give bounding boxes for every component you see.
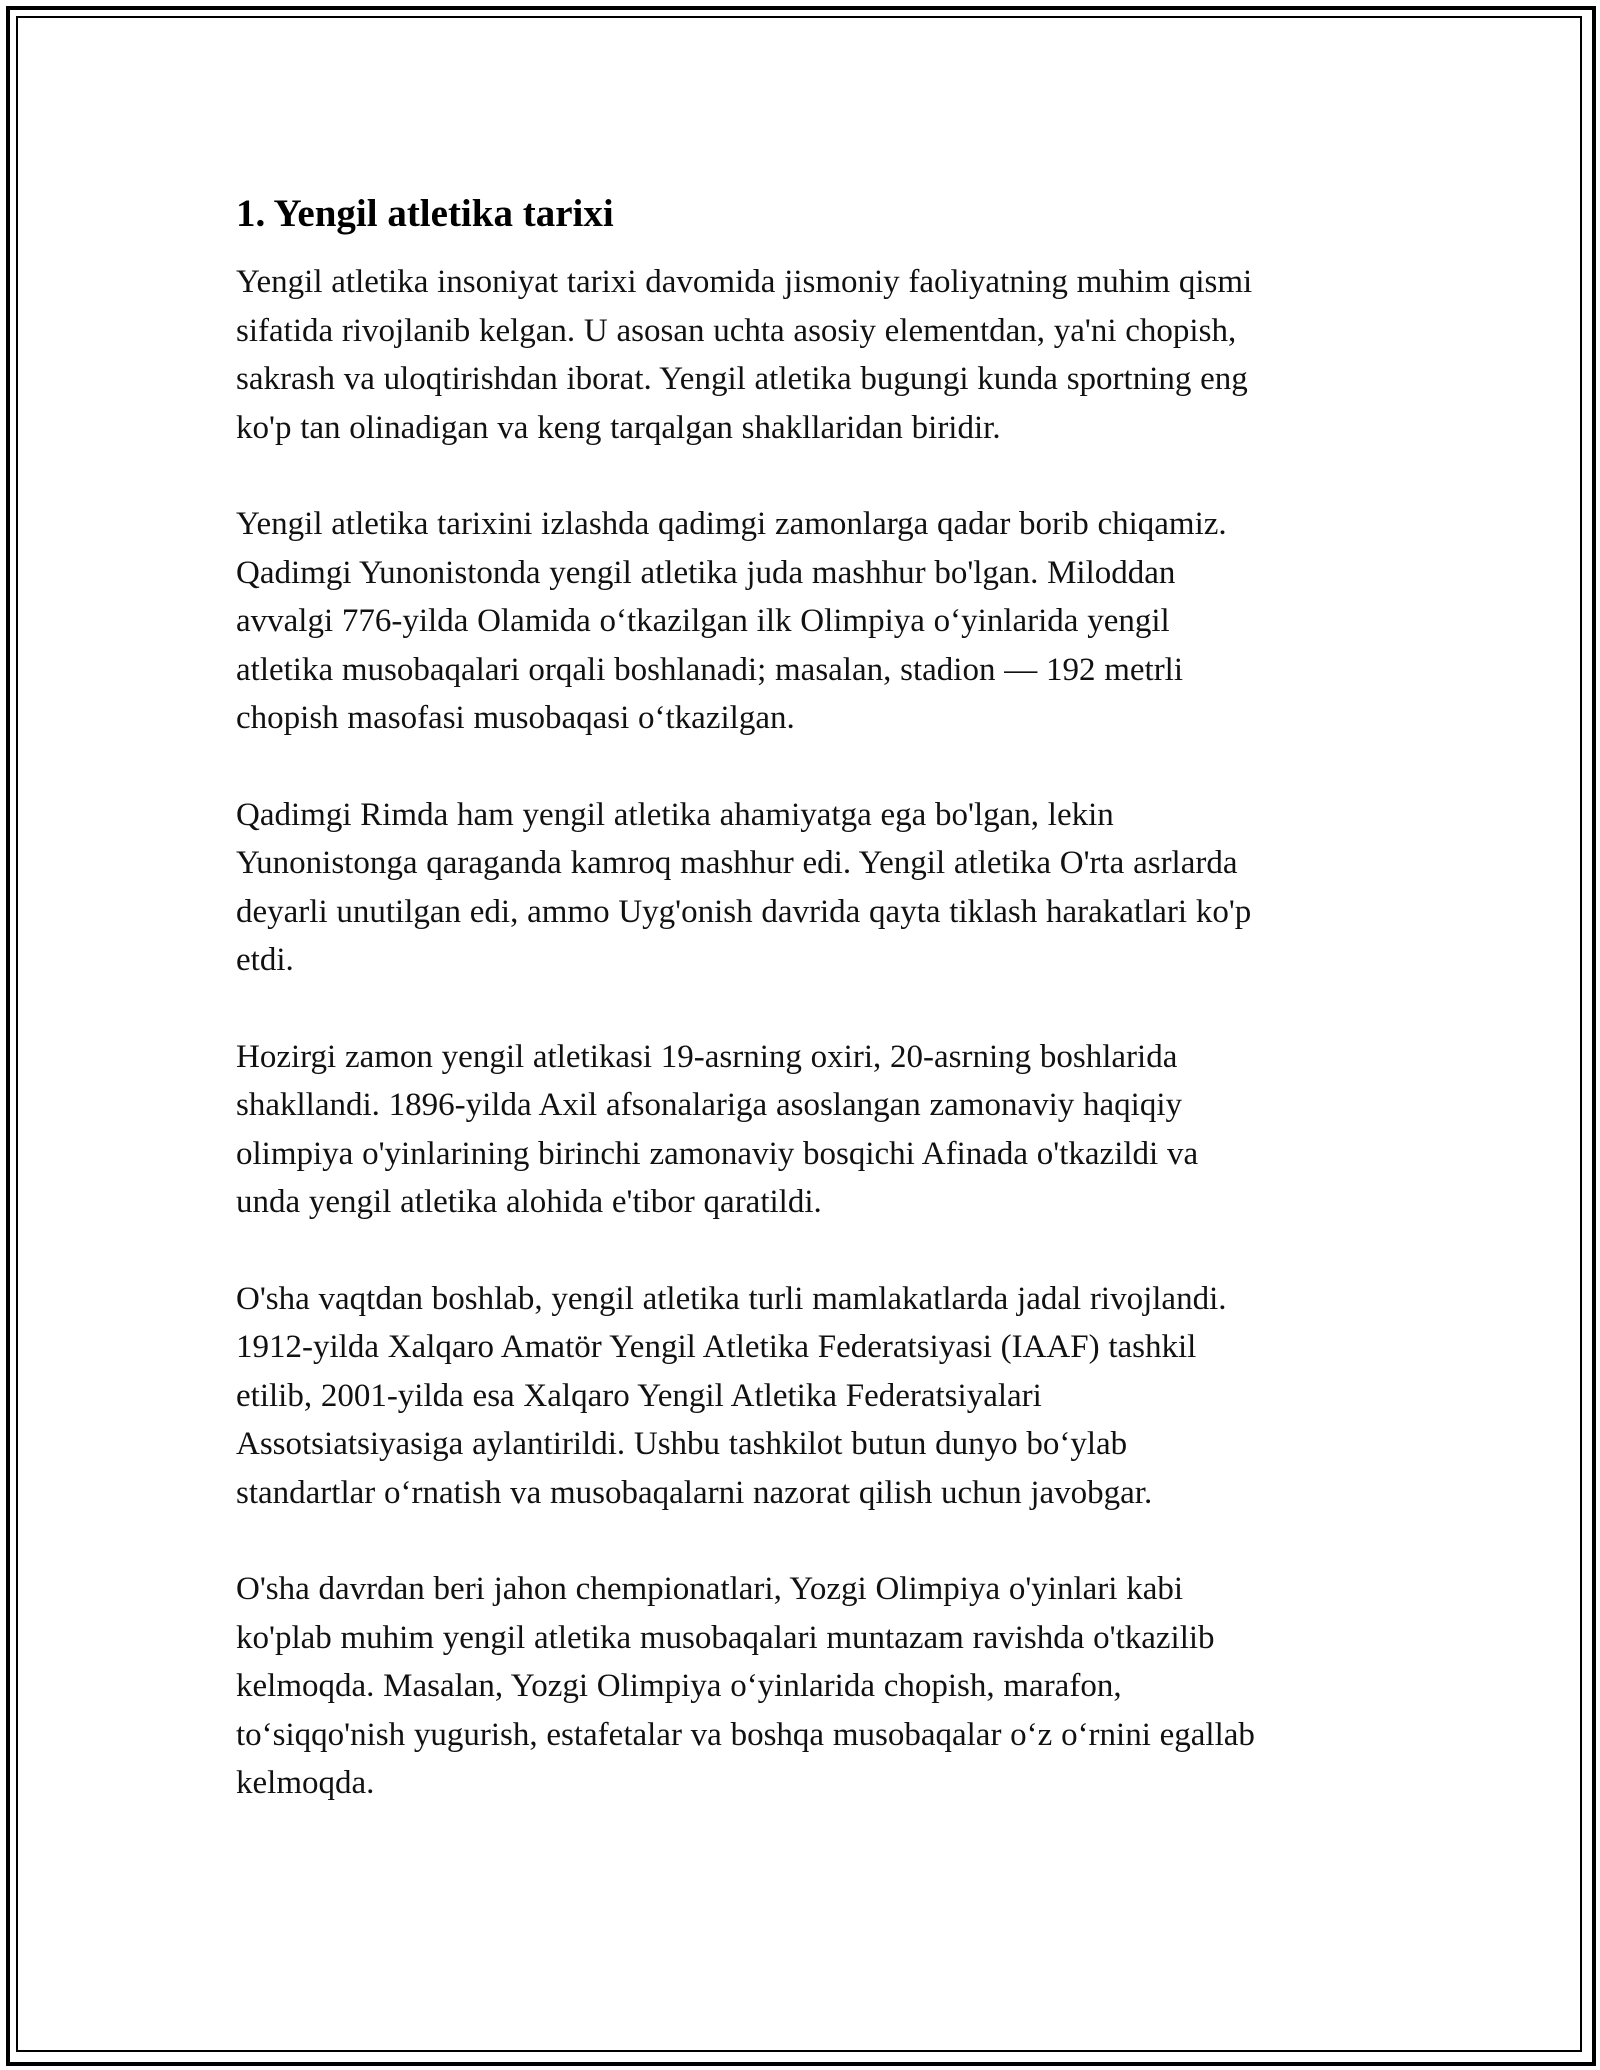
text-line: O'sha davrdan beri jahon chempionatlari, Yozgi Olimpiya o'yinlari kabi: [236, 1571, 1184, 1607]
text-line: Qadimgi Rimda ham yengil atletika ahamiyatga ega bo'lgan, lekin: [236, 796, 1114, 833]
text-line: sifatida rivojlanib kelgan. U asosan uchta asosiy elementdan, ya'ni chopish,: [236, 312, 1237, 349]
text-line: etilib, 2001-yilda esa Xalqaro Yengil Atletika Federatsiyalari: [236, 1377, 1042, 1414]
text-line: shakllandi. 1896-yilda Axil afsonalariga asoslangan zamonaviy haqiqiy: [236, 1087, 1183, 1123]
text-line: Qadimgi Yunonistonda yengil atletika juda mashhur bo'lgan. Miloddan: [236, 554, 1176, 591]
text-line: sakrash va uloqtirishdan iborat. Yengil atletika bugungi kunda sportning eng: [236, 361, 1248, 397]
paragraph-4: [236, 1033, 1386, 1227]
paragraph-5: [236, 1275, 1386, 1518]
text-line: Yengil atletika tarixini izlashda qadimgi zamonlarga qadar borib chiqamiz.: [236, 506, 1227, 542]
paragraph-6: [236, 1565, 1386, 1808]
text-line: atletika musobaqalari orqali boshlanadi; masalan, stadion — 192 metrli: [236, 651, 1184, 688]
text-line: kelmoqda.: [236, 1765, 375, 1801]
text-line: O'sha vaqtdan boshlab, yengil atletika turli mamlakatlarda jadal rivojlandi.: [236, 1280, 1227, 1317]
text-line: ko'plab muhim yengil atletika musobaqalari muntazam ravishda o'tkazilib: [236, 1619, 1215, 1656]
document-body: [236, 188, 1386, 1856]
text-line: avvalgi 776-yilda Olamida o‘tkazilgan ilk Olimpiya o‘yinlarida yengil: [236, 603, 1170, 639]
paragraph-1: [236, 258, 1386, 452]
text-line: Assotsiatsiyasiga aylantirildi. Ushbu tashkilot butun dunyo bo‘ylab: [236, 1426, 1128, 1462]
text-line: deyarli unutilgan edi, ammo Uyg'onish davrida qayta tiklash harakatlari ko'p: [236, 893, 1252, 930]
paragraph-2: [236, 500, 1386, 743]
text-line: etdi.: [236, 942, 294, 978]
text-line: to‘siqqo'nish yugurish, estafetalar va boshqa musobaqalar o‘z o‘rnini egallab: [236, 1716, 1255, 1753]
text-line: olimpiya o'yinlarining birinchi zamonaviy bosqichi Afinada o'tkazildi va: [236, 1135, 1199, 1172]
text-line: kelmoqda. Masalan, Yozgi Olimpiya o‘yinlarida chopish, marafon,: [236, 1668, 1122, 1704]
text-line: 1912-yilda Xalqaro Amatör Yengil Atletika Federatsiyasi (IAAF) tashkil: [236, 1329, 1197, 1365]
text-line: Hozirgi zamon yengil atletikasi 19-asrning oxiri, 20-asrning boshlarida: [236, 1038, 1178, 1075]
text-line: chopish masofasi musobaqasi o‘tkazilgan.: [236, 700, 795, 736]
text-line: standartlar o‘rnatish va musobaqalarni nazorat qilish uchun javobgar.: [236, 1474, 1153, 1511]
paragraph-3: [236, 791, 1386, 985]
text-line: ko'p tan olinadigan va keng tarqalgan shakllaridan biridir.: [236, 409, 1001, 446]
section-heading: 1. Yengil atletika tarixi: [236, 192, 614, 235]
text-line: Yengil atletika insoniyat tarixi davomida jismoniy faoliyatning muhim qismi: [236, 264, 1253, 300]
text-line: Yunonistonga qaraganda kamroq mashhur edi. Yengil atletika O'rta asrlarda: [236, 845, 1238, 881]
text-line: unda yengil atletika alohida e'tibor qaratildi.: [236, 1184, 822, 1220]
